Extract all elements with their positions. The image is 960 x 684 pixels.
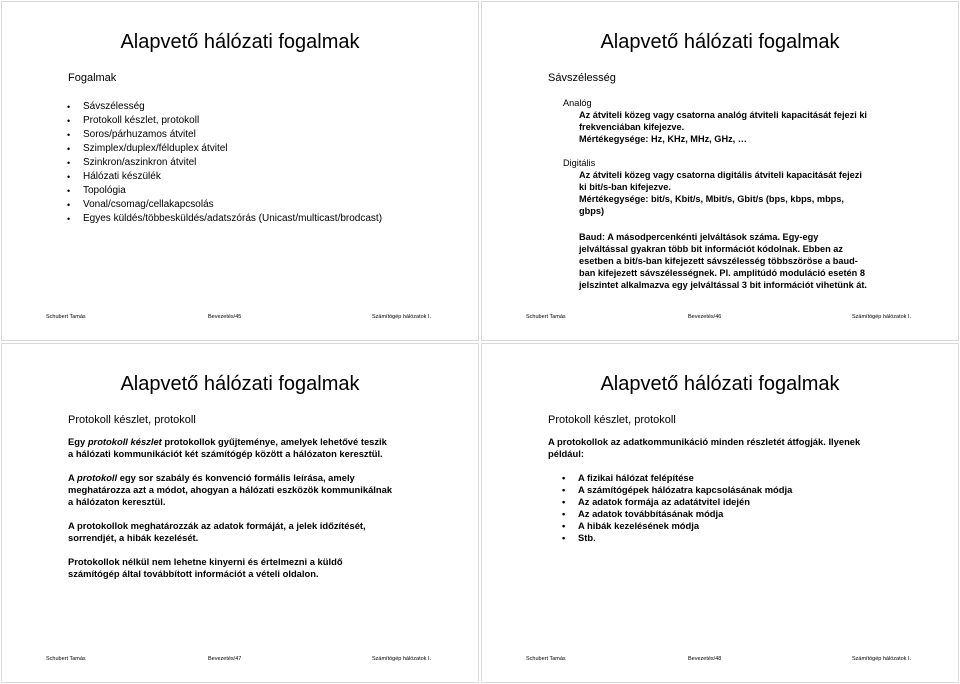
footer-course: Számítógép hálózatok I. [372,314,432,320]
digital-text: Az átviteli közeg vagy csatorna digitális átviteli kapacitását fejezi ki bit/s-ban kifejezve. Mértékegysége: bit/s, Kbit/s, Mbit/s, Gbit/s (bps, kbps, mbps, gbps) [579,170,862,216]
slide-45 [1,1,479,341]
slide-footer [2,655,478,665]
protocol-scope-list [562,472,793,544]
bullet-icon: • [67,116,71,126]
slide-48 [481,343,959,683]
footer-course: Számítógép hálózatok I. [852,314,912,320]
list-item: • A számítógépek hálózatra kapcsolásának módja [562,484,793,495]
slide-title: Alapvető hálózati fogalmak [600,31,840,53]
footer-page: Bevezetés/45 [208,314,242,320]
slide-subtitle: Sávszélesség [548,72,616,84]
concept-list [67,100,383,226]
paragraph: A protokoll egy sor szabály és konvenció formális leírása, amely meghatározza azt a módot, ahogyan a hálózati eszközök kommunikálnak a hálózaton keresztül. [68,472,393,507]
slide-subtitle: Protokoll készlet, protokoll [548,414,676,426]
digital-heading: Digitális [563,158,596,168]
list-item: • A fizikai hálózat felépítése [562,472,694,483]
footer-course: Számítógép hálózatok I. [372,656,432,662]
slide-subtitle: Protokoll készlet, protokoll [68,414,196,426]
list-item: • Az adatok formája az adatátvitel idején [562,496,750,507]
bullet-icon: • [562,532,566,543]
list-item: • Sávszélesség [67,101,145,112]
analog-text: Az átviteli közeg vagy csatorna analóg átviteli kapacitását fejezi ki frekvenciában kifejezve. Mértékegysége: Hz, KHz, MHz, GHz, … [579,110,867,144]
bullet-icon: • [67,102,71,112]
bullet-icon: • [562,520,566,531]
bullet-icon: • [67,130,71,140]
slide-title: Alapvető hálózati fogalmak [600,373,840,395]
footer-page: Bevezetés/46 [688,314,722,320]
footer-author: Schubert Tamás [526,314,566,320]
bullet-icon: • [562,472,566,483]
slide-footer [482,655,958,665]
bullet-icon: • [67,214,71,224]
paragraph: Egy protokoll készlet protokollok gyűjteménye, amelyek lehetővé teszik a hálózati kommunikációt két számítógép között a hálózaton keresztül. [68,436,387,459]
bullet-icon: • [67,200,71,210]
list-item: • A hibák kezelésének módja [562,520,700,531]
slide-46 [481,1,959,341]
paragraph: A protokollok meghatározzák az adatok formáját, a jelek időzítését, sorrendjét, a hibák kezelését. [68,520,366,543]
list-item: • Protokoll készlet, protokoll [67,115,200,126]
list-item: • Stb. [562,532,596,543]
bullet-icon: • [67,186,71,196]
slide-footer [2,313,478,323]
bullet-icon: • [67,144,71,154]
analog-heading: Analóg [563,98,592,108]
slide-title: Alapvető hálózati fogalmak [120,31,360,53]
bullet-icon: • [562,496,566,507]
slide-47 [1,343,479,683]
list-item: • Vonal/csomag/cellakapcsolás [67,199,214,210]
bullet-icon: • [67,158,71,168]
footer-course: Számítógép hálózatok I. [852,656,912,662]
bandwidth-body [563,97,903,291]
paragraph: Protokollok nélkül nem lehetne kinyerni és értelmezni a küldő számítógép által továbbított információt a vételi oldalon. [68,556,343,579]
list-item: • Soros/párhuzamos átvitel [67,129,196,140]
footer-page: Bevezetés/47 [208,656,242,662]
bullet-icon: • [562,484,566,495]
slide-footer [482,313,958,323]
footer-author: Schubert Tamás [46,314,86,320]
footer-author: Schubert Tamás [46,656,86,662]
list-item: • Az adatok továbbításának módja [562,508,724,519]
bullet-icon: • [67,172,71,182]
baud-text: Baud: A másodpercenkénti jelváltások száma. Egy-egy jelváltással gyakran több bit információt kódolnak. Ebben az esetben a bit/s-ban kifejezett sávszélesség többszöröse a baud- ban kifejezett sávszélességnek. Pl. amplitúdó moduláció esetén 8 jelszintet alkalmazva egy jelváltással 3 bit információt vihetünk át. [579,232,867,290]
protocol-intro: A protokollok az adatkommunikáció minden részletét átfogják. Ilyenek például: [548,436,861,459]
footer-author: Schubert Tamás [526,656,566,662]
protocol-body [68,436,418,592]
slide-subtitle: Fogalmak [68,72,117,84]
list-item: • Szimplex/duplex/félduplex átvitel [67,143,228,154]
slide-title: Alapvető hálózati fogalmak [120,373,360,395]
list-item: • Egyes küldés/többesküldés/adatszórás (Unicast/multicast/brodcast) [67,213,383,224]
list-item: • Hálózati készülék [67,171,161,182]
bullet-icon: • [562,508,566,519]
footer-page: Bevezetés/48 [688,656,722,662]
list-item: • Szinkron/aszinkron átvitel [67,157,197,168]
list-item: • Topológia [67,185,126,196]
